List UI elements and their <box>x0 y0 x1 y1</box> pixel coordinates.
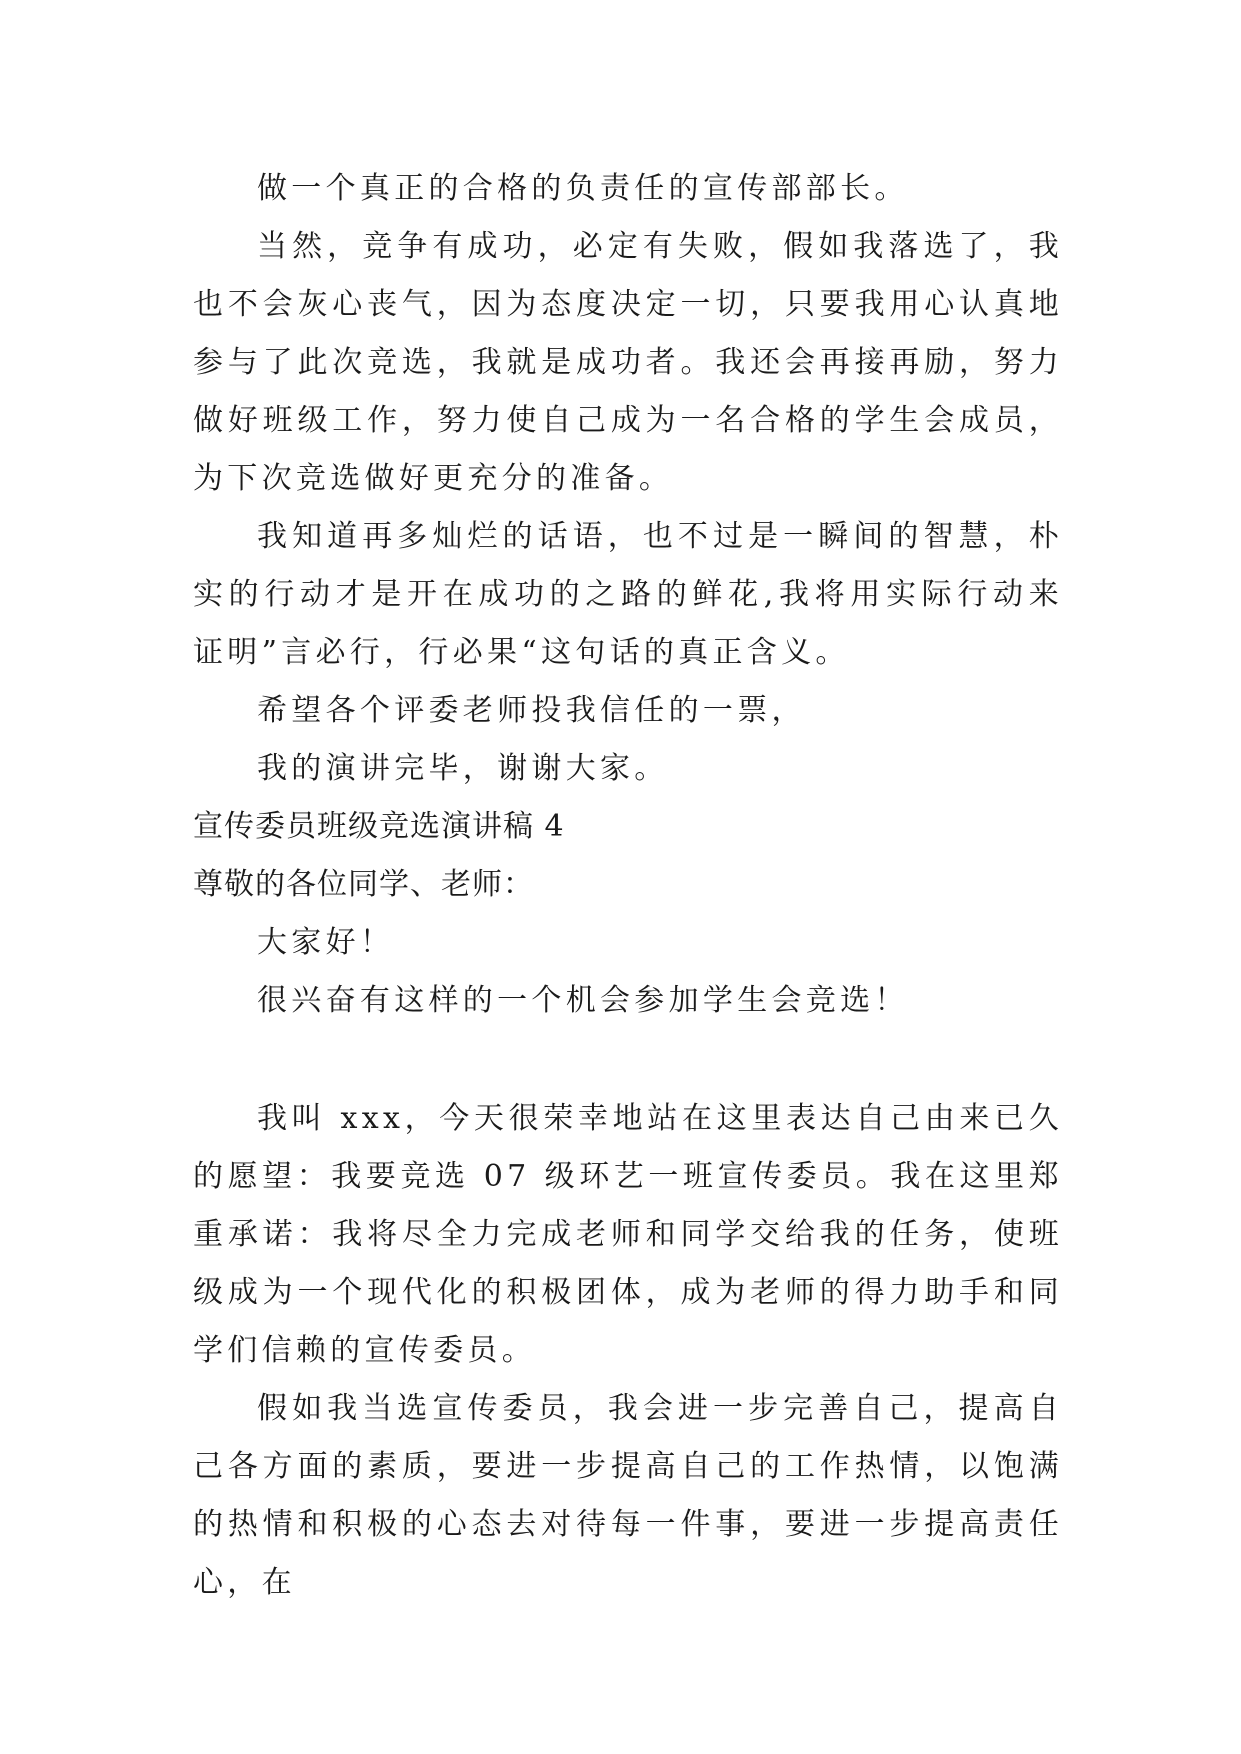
document-body <box>193 160 1063 1612</box>
paragraph: 我知道再多灿烂的话语，也不过是一瞬间的智慧，朴实的行动才是开在成功的之路的鲜花,我将用实际行动来证明”言必行，行必果“这句话的真正含义。 <box>193 519 1063 670</box>
greeting: 大家好！ <box>257 925 395 960</box>
section-title: 宣传委员班级竞选演讲稿 4 <box>193 809 565 844</box>
paragraph: 我叫 xxx，今天很荣幸地站在这里表达自己由来已久的愿望：我要竞选 07 级环艺一班宣传委员。我在这里郑重承诺：我将尽全力完成老师和同学交给我的任务，使班级成为一个现代化的积极团体，成为老师的得力助手和同学们信赖的宣传委员。 <box>193 1101 1063 1368</box>
paragraph: 当然，竞争有成功，必定有失败，假如我落选了，我也不会灰心丧气，因为态度决定一切，只要我用心认真地参与了此次竞选，我就是成功者。我还会再接再励，努力做好班级工作，努力使自己成为一名合格的学生会成员，为下次竞选做好更充分的准备。 <box>193 229 1063 496</box>
paragraph: 我的演讲完毕，谢谢大家。 <box>257 751 669 786</box>
paragraph: 做一个真正的合格的负责任的宣传部部长。 <box>257 171 909 206</box>
salutation: 尊敬的各位同学、老师： <box>193 867 534 902</box>
paragraph: 假如我当选宣传委员，我会进一步完善自己，提高自己各方面的素质，要进一步提高自己的工作热情，以饱满的热情和积极的心态去对待每一件事，要进一步提高责任心，在 <box>193 1391 1063 1600</box>
blank-gap <box>193 1030 1063 1090</box>
excitement-line: 很兴奋有这样的一个机会参加学生会竞选！ <box>257 983 909 1018</box>
paragraph: 希望各个评委老师投我信任的一票， <box>257 693 806 728</box>
